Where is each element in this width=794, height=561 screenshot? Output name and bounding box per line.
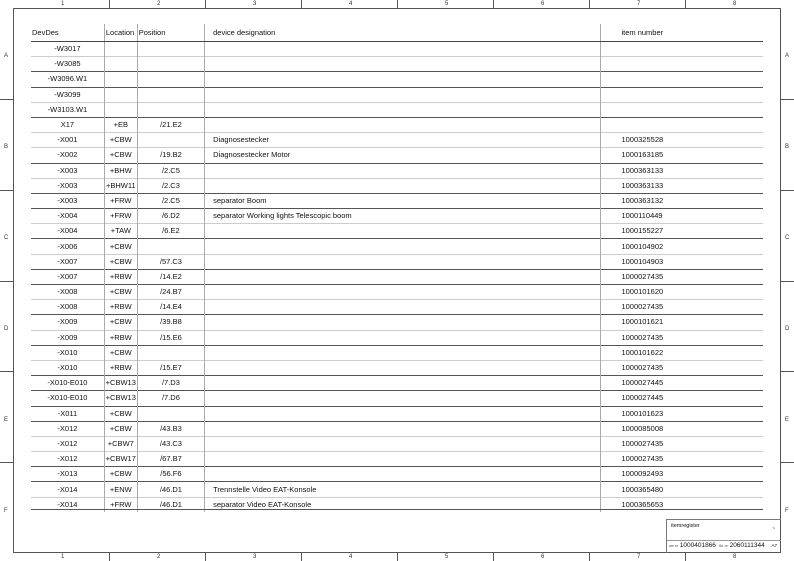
column-ruler-tick <box>589 0 590 8</box>
table-row <box>31 467 763 482</box>
cell-item-number: 1000363133 <box>601 178 763 193</box>
cell-item-number: 1000027445 <box>601 376 763 391</box>
column-ruler-label: 7 <box>637 1 641 7</box>
cell-devdes: -X010-E010 <box>31 376 104 391</box>
row-ruler-tick <box>781 190 794 191</box>
document-number <box>669 542 716 549</box>
cell-location: +CBW17 <box>104 452 137 467</box>
table-row <box>31 87 763 102</box>
cell-designation <box>205 300 601 315</box>
cell-item-number: 1000363132 <box>601 193 763 208</box>
table-row <box>31 300 763 315</box>
cell-designation <box>205 87 601 102</box>
cell-designation <box>205 163 601 178</box>
header-item-number: item number <box>601 24 763 42</box>
table-row <box>31 360 763 375</box>
table-row <box>31 102 763 117</box>
cell-position: /14.E4 <box>137 300 204 315</box>
table-row <box>31 178 763 193</box>
cell-designation <box>205 57 601 72</box>
cell-position: /67.B7 <box>137 452 204 467</box>
cell-designation: Trennstelle Video EAT-Konsole <box>205 482 601 497</box>
cell-item-number: 1000325528 <box>601 133 763 148</box>
column-ruler-label: 7 <box>637 554 641 560</box>
column-ruler-label: 2 <box>157 554 161 560</box>
cell-location: +EB <box>104 117 137 132</box>
row-ruler-label: F <box>785 507 789 514</box>
column-ruler-label: 3 <box>253 554 257 560</box>
cell-designation <box>205 239 601 254</box>
cell-devdes: -X014 <box>31 497 104 512</box>
row-ruler-label: E <box>4 416 9 423</box>
cell-location: +TAW <box>104 224 137 239</box>
item-register-table <box>31 24 763 512</box>
cell-location: +CBW13 <box>104 391 137 406</box>
column-ruler-label: 2 <box>157 1 161 7</box>
table-row <box>31 391 763 406</box>
cell-location: +RBW <box>104 360 137 375</box>
cell-designation: separator Video EAT-Konsole <box>205 497 601 512</box>
table-row <box>31 72 763 87</box>
cell-designation <box>205 269 601 284</box>
column-ruler-tick <box>685 0 686 8</box>
cell-devdes: -X010 <box>31 345 104 360</box>
cell-item-number: 1000085008 <box>601 421 763 436</box>
cell-item-number: 1000027435 <box>601 360 763 375</box>
cell-devdes: -X004 <box>31 209 104 224</box>
cell-devdes: -X012 <box>31 436 104 451</box>
column-ruler-tick <box>493 553 494 561</box>
cell-position: /39.B8 <box>137 315 204 330</box>
cell-devdes: -X003 <box>31 193 104 208</box>
cell-position: /15.E7 <box>137 360 204 375</box>
row-ruler-label: D <box>4 325 9 332</box>
cell-position <box>137 42 204 57</box>
table-row <box>31 421 763 436</box>
cell-location <box>104 72 137 87</box>
cell-designation <box>205 72 601 87</box>
cell-designation <box>205 117 601 132</box>
cell-position <box>137 57 204 72</box>
table-row <box>31 406 763 421</box>
cell-devdes: -W3085 <box>31 57 104 72</box>
cell-position: /2.C5 <box>137 193 204 208</box>
table-row <box>31 345 763 360</box>
cell-position: /21.E2 <box>137 117 204 132</box>
cell-item-number: 1000027435 <box>601 269 763 284</box>
row-ruler-label: C <box>4 235 9 242</box>
cell-item-number: 1000027435 <box>601 300 763 315</box>
column-ruler-label: 1 <box>61 1 65 7</box>
cell-item-number: 1000092493 <box>601 467 763 482</box>
cell-item-number: 1000101620 <box>601 285 763 300</box>
column-ruler-tick <box>397 0 398 8</box>
cell-position: /43.C3 <box>137 436 204 451</box>
cell-designation: Diagnosestecker <box>205 133 601 148</box>
cell-devdes: -W3017 <box>31 42 104 57</box>
table-row <box>31 254 763 269</box>
table-row <box>31 148 763 163</box>
column-ruler-tick <box>301 553 302 561</box>
cell-position: /19.B2 <box>137 148 204 163</box>
cell-position: /24.B7 <box>137 285 204 300</box>
column-ruler-label: 8 <box>733 554 737 560</box>
cell-devdes: -X014 <box>31 482 104 497</box>
cell-location: +CBW <box>104 254 137 269</box>
table-row <box>31 452 763 467</box>
cell-item-number <box>601 87 763 102</box>
cell-devdes: -X003 <box>31 163 104 178</box>
cell-devdes: -X012 <box>31 421 104 436</box>
column-ruler-tick <box>205 553 206 561</box>
change-number-label: lfd. nr <box>719 544 728 548</box>
column-ruler-tick <box>685 553 686 561</box>
column-ruler-label: 3 <box>253 1 257 7</box>
cell-position: /46.D1 <box>137 482 204 497</box>
row-ruler-label: B <box>785 144 790 151</box>
cell-position: /56.F6 <box>137 467 204 482</box>
cell-location <box>104 102 137 117</box>
cell-position: /46.D1 <box>137 497 204 512</box>
cell-devdes: -X009 <box>31 330 104 345</box>
cell-designation <box>205 285 601 300</box>
cell-location: +FRW <box>104 193 137 208</box>
document-number-label: am nr <box>669 544 678 548</box>
cell-designation <box>205 102 601 117</box>
cell-designation <box>205 178 601 193</box>
table-row <box>31 117 763 132</box>
cell-location: +BHW11 <box>104 178 137 193</box>
cell-devdes: -X010-E010 <box>31 391 104 406</box>
cell-location: +FRW <box>104 209 137 224</box>
cell-designation <box>205 345 601 360</box>
cell-item-number: 1000027445 <box>601 391 763 406</box>
column-ruler-label: 4 <box>349 554 353 560</box>
cell-designation <box>205 360 601 375</box>
cell-item-number: 1000163185 <box>601 148 763 163</box>
table-row <box>31 239 763 254</box>
cell-position: /2.C5 <box>137 163 204 178</box>
cell-location: +CBW <box>104 406 137 421</box>
cell-position <box>137 406 204 421</box>
cell-position: /43.B3 <box>137 421 204 436</box>
cell-location: +CBW <box>104 285 137 300</box>
cell-devdes: -X010 <box>31 360 104 375</box>
cell-item-number: 1000104903 <box>601 254 763 269</box>
cell-designation: separator Boom <box>205 193 601 208</box>
cell-location <box>104 42 137 57</box>
header-position: Position <box>137 24 204 42</box>
cell-item-number <box>601 57 763 72</box>
header-location: Location <box>104 24 137 42</box>
header-row <box>31 24 763 42</box>
cell-designation <box>205 376 601 391</box>
cell-location: +CBW7 <box>104 436 137 451</box>
row-ruler-tick <box>0 281 13 282</box>
cell-designation <box>205 421 601 436</box>
cell-location <box>104 57 137 72</box>
column-ruler-label: 1 <box>61 554 65 560</box>
cell-location: +BHW <box>104 163 137 178</box>
cell-devdes: -X008 <box>31 300 104 315</box>
table-body <box>31 42 763 512</box>
column-ruler-top <box>13 0 781 8</box>
cell-location: +CBW <box>104 345 137 360</box>
cell-devdes: -X002 <box>31 148 104 163</box>
cell-location: +CBW <box>104 148 137 163</box>
cell-location: +CBW13 <box>104 376 137 391</box>
row-ruler-tick <box>0 190 13 191</box>
cell-item-number: 1000365653 <box>601 497 763 512</box>
table-row <box>31 269 763 284</box>
cell-location: +ENW <box>104 482 137 497</box>
cell-devdes: -X011 <box>31 406 104 421</box>
cell-position: /14.E2 <box>137 269 204 284</box>
row-ruler-label: E <box>785 416 790 423</box>
cell-designation <box>205 436 601 451</box>
cell-designation <box>205 42 601 57</box>
column-ruler-bottom <box>13 553 781 561</box>
column-ruler-tick <box>589 553 590 561</box>
cell-item-number <box>601 72 763 87</box>
table-row <box>31 376 763 391</box>
cell-item-number: 1000027435 <box>601 436 763 451</box>
cell-designation <box>205 254 601 269</box>
row-ruler-tick <box>781 371 794 372</box>
cell-location: +CBW <box>104 315 137 330</box>
cell-item-number: 1000365480 <box>601 482 763 497</box>
column-ruler-label: 5 <box>445 554 449 560</box>
table-row <box>31 57 763 72</box>
row-ruler-label: A <box>785 53 790 60</box>
title-block-title: itemregister <box>671 523 700 529</box>
cell-devdes: -X003 <box>31 178 104 193</box>
cell-location: +RBW <box>104 330 137 345</box>
row-ruler-left <box>0 8 13 553</box>
cell-location: +CBW <box>104 133 137 148</box>
header-device-designation: device designation <box>205 24 601 42</box>
cell-item-number <box>601 117 763 132</box>
cell-item-number <box>601 102 763 117</box>
cell-designation <box>205 224 601 239</box>
column-ruler-tick <box>205 0 206 8</box>
cell-position <box>137 87 204 102</box>
cell-designation <box>205 467 601 482</box>
cell-devdes: -X007 <box>31 269 104 284</box>
cell-location: +CBW <box>104 421 137 436</box>
cell-devdes: -W3103.W1 <box>31 102 104 117</box>
column-ruler-label: 4 <box>349 1 353 7</box>
cell-item-number: 1000363133 <box>601 163 763 178</box>
cell-position: /7.D3 <box>137 376 204 391</box>
cell-item-number: 1000027435 <box>601 452 763 467</box>
cell-position <box>137 345 204 360</box>
row-ruler-label: A <box>4 53 9 60</box>
cell-item-number <box>601 42 763 57</box>
table-row <box>31 315 763 330</box>
row-ruler-label: F <box>4 507 8 514</box>
cell-item-number: 1000101622 <box>601 345 763 360</box>
table-row <box>31 436 763 451</box>
row-ruler-tick <box>0 371 13 372</box>
table-row <box>31 224 763 239</box>
table-row <box>31 330 763 345</box>
row-ruler-tick <box>0 99 13 100</box>
cell-devdes: -X007 <box>31 254 104 269</box>
change-number-value: 2060111344 <box>729 542 765 549</box>
table-row <box>31 163 763 178</box>
cell-item-number: 1000101621 <box>601 315 763 330</box>
column-ruler-tick <box>397 553 398 561</box>
cell-location: +RBW <box>104 269 137 284</box>
document-number-value: 1000401866 <box>679 542 716 549</box>
cell-location: +FRW <box>104 497 137 512</box>
cell-location: +CBW <box>104 467 137 482</box>
cell-position <box>137 239 204 254</box>
cell-position <box>137 72 204 87</box>
cell-designation <box>205 315 601 330</box>
cell-designation <box>205 330 601 345</box>
table-row <box>31 209 763 224</box>
cell-devdes: -X009 <box>31 315 104 330</box>
row-ruler-label: C <box>785 235 790 242</box>
column-ruler-label: 8 <box>733 1 737 7</box>
column-ruler-tick <box>301 0 302 8</box>
table-row <box>31 193 763 208</box>
cell-designation <box>205 406 601 421</box>
cell-location <box>104 87 137 102</box>
table-row <box>31 133 763 148</box>
cell-position: /2.C3 <box>137 178 204 193</box>
cell-devdes: -X012 <box>31 452 104 467</box>
column-ruler-label: 6 <box>541 1 545 7</box>
table-row <box>31 482 763 497</box>
table-row <box>31 285 763 300</box>
header-devdes: DevDes <box>31 24 104 42</box>
row-ruler-tick <box>781 99 794 100</box>
title-block-mark: ~ <box>772 526 775 532</box>
cell-devdes: -X001 <box>31 133 104 148</box>
cell-devdes: -W3096.W1 <box>31 72 104 87</box>
page-format: A7 <box>771 543 777 548</box>
cell-designation: separator Working lights Telescopic boom <box>205 209 601 224</box>
cell-position <box>137 102 204 117</box>
table-row <box>31 42 763 57</box>
cell-item-number: 1000110449 <box>601 209 763 224</box>
cell-devdes: -X006 <box>31 239 104 254</box>
cell-position: /6.D2 <box>137 209 204 224</box>
title-block <box>666 519 781 553</box>
cell-location: +RBW <box>104 300 137 315</box>
row-ruler-tick <box>781 462 794 463</box>
row-ruler-tick <box>0 462 13 463</box>
cell-position: /57.C3 <box>137 254 204 269</box>
column-ruler-tick <box>109 553 110 561</box>
row-ruler-tick <box>781 281 794 282</box>
column-ruler-label: 5 <box>445 1 449 7</box>
cell-devdes: -X013 <box>31 467 104 482</box>
cell-location: +CBW <box>104 239 137 254</box>
cell-item-number: 1000027435 <box>601 330 763 345</box>
cell-item-number: 1000155227 <box>601 224 763 239</box>
cell-item-number: 1000101623 <box>601 406 763 421</box>
cell-designation: Diagnosestecker Motor <box>205 148 601 163</box>
row-ruler-label: D <box>785 325 790 332</box>
cell-designation <box>205 391 601 406</box>
table-bottom-rule <box>31 509 763 510</box>
change-number <box>719 542 765 549</box>
cell-devdes: X17 <box>31 117 104 132</box>
row-ruler-right <box>781 8 794 553</box>
cell-position: /7.D6 <box>137 391 204 406</box>
column-ruler-tick <box>109 0 110 8</box>
row-ruler-label: B <box>4 144 9 151</box>
cell-item-number: 1000104902 <box>601 239 763 254</box>
cell-position <box>137 133 204 148</box>
title-block-divider <box>667 540 781 541</box>
column-ruler-label: 6 <box>541 554 545 560</box>
cell-devdes: -X004 <box>31 224 104 239</box>
cell-position: /15.E6 <box>137 330 204 345</box>
cell-position: /6.E2 <box>137 224 204 239</box>
cell-devdes: -W3099 <box>31 87 104 102</box>
column-ruler-tick <box>493 0 494 8</box>
cell-designation <box>205 452 601 467</box>
cell-devdes: -X008 <box>31 285 104 300</box>
